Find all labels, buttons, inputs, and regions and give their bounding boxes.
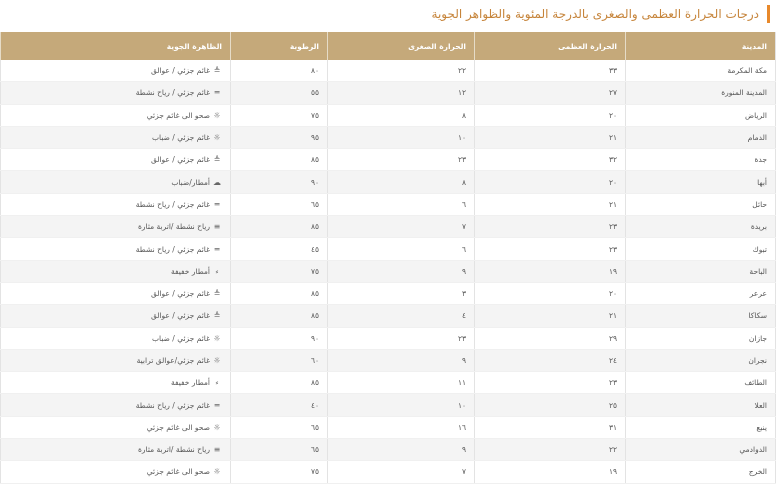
- phenomenon-text: صحو الى غائم جزئي: [146, 110, 210, 120]
- humidity-cell: ٤٥: [231, 238, 328, 260]
- phenomenon-text: رياح نشطة /اتربة مثارة: [137, 222, 210, 232]
- max-temp-cell: ٢١: [475, 305, 626, 327]
- table-row: [1, 216, 776, 238]
- table-row: [1, 282, 776, 304]
- humidity-cell: ٧٥: [231, 260, 328, 282]
- humidity-cell: ٧٥: [231, 461, 328, 483]
- min-temp-cell: ٩: [328, 349, 475, 371]
- page-title: درجات الحرارة العظمى والصغرى بالدرجة المئوية والظواهر الجوية: [431, 7, 759, 21]
- phenomenon-text: غائم جزئي / رياح نشطة: [135, 199, 210, 209]
- table-header-row: [1, 32, 776, 60]
- phenomenon-cell: [1, 82, 231, 104]
- haze-icon: ≜: [213, 66, 221, 76]
- city-cell: الخرج: [626, 461, 776, 483]
- min-temp-cell: ٧: [328, 216, 475, 238]
- partly-cloudy-icon: ☼: [213, 333, 221, 343]
- phenomenon-text: أمطار/ضباب: [171, 177, 210, 187]
- dust-wind-icon: ≡: [213, 445, 221, 455]
- max-temp-cell: ٢٤: [475, 349, 626, 371]
- phenomenon-cell: [1, 327, 231, 349]
- header-min-temp: الحرارة الصغرى: [328, 32, 475, 60]
- min-temp-cell: ٢٢: [328, 60, 475, 82]
- humidity-cell: ٥٥: [231, 82, 328, 104]
- max-temp-cell: ٢٣: [475, 372, 626, 394]
- min-temp-cell: ٩: [328, 439, 475, 461]
- min-temp-cell: ٦: [328, 193, 475, 215]
- partly-cloudy-icon: ☼: [213, 110, 221, 120]
- dust-wind-icon: ≡: [213, 222, 221, 232]
- haze-icon: ≜: [213, 289, 221, 299]
- min-temp-cell: ٨: [328, 104, 475, 126]
- min-temp-cell: ١٠: [328, 394, 475, 416]
- city-cell: جدة: [626, 149, 776, 171]
- phenomenon-text: غائم جزئي / عوالق: [150, 289, 210, 299]
- heading-accent-bar: [767, 5, 770, 23]
- phenomenon-cell: [1, 349, 231, 371]
- city-cell: المدينة المنورة: [626, 82, 776, 104]
- table-row: [1, 439, 776, 461]
- wind-icon: ═: [214, 88, 220, 98]
- phenomenon-text: غائم جزئي / رياح نشطة: [135, 244, 210, 254]
- max-temp-cell: ٣٣: [475, 60, 626, 82]
- humidity-cell: ٩٠: [231, 327, 328, 349]
- humidity-cell: ٨٥: [231, 372, 328, 394]
- table-row: [1, 126, 776, 148]
- humidity-cell: ٦٥: [231, 439, 328, 461]
- max-temp-cell: ٢٩: [475, 327, 626, 349]
- max-temp-cell: ٢١: [475, 126, 626, 148]
- city-cell: سكاكا: [626, 305, 776, 327]
- max-temp-cell: ٢٣: [475, 216, 626, 238]
- max-temp-cell: ٢١: [475, 193, 626, 215]
- haze-icon: ≜: [213, 311, 221, 321]
- phenomenon-text: غائم جزئي / رياح نشطة: [135, 88, 210, 98]
- humidity-cell: ٨٥: [231, 216, 328, 238]
- min-temp-cell: ٧: [328, 461, 475, 483]
- phenomenon-text: غائم جزئي/عوالق ترابية: [136, 356, 210, 365]
- table-row: [1, 349, 776, 371]
- phenomenon-text: غائم جزئي / ضباب: [151, 133, 210, 143]
- max-temp-cell: ١٩: [475, 461, 626, 483]
- min-temp-cell: ١٠: [328, 126, 475, 148]
- city-cell: جازان: [626, 327, 776, 349]
- phenomenon-text: غائم جزئي / ضباب: [151, 333, 210, 343]
- wind-icon: ═: [214, 199, 220, 209]
- phenomenon-cell: [1, 416, 231, 438]
- haze-icon: ≜: [213, 155, 221, 165]
- max-temp-cell: ٣١: [475, 416, 626, 438]
- max-temp-cell: ٢٠: [475, 171, 626, 193]
- phenomenon-cell: [1, 305, 231, 327]
- table-row: [1, 149, 776, 171]
- city-cell: تبوك: [626, 238, 776, 260]
- table-row: [1, 327, 776, 349]
- light-rain-icon: ⸗: [215, 378, 219, 388]
- partly-cloudy-icon: ☼: [213, 467, 221, 477]
- humidity-cell: ٦٥: [231, 193, 328, 215]
- phenomenon-cell: [1, 282, 231, 304]
- table-row: [1, 305, 776, 327]
- phenomenon-cell: [1, 260, 231, 282]
- table-row: [1, 394, 776, 416]
- humidity-cell: ٨٥: [231, 149, 328, 171]
- phenomenon-cell: [1, 104, 231, 126]
- max-temp-cell: ٢٣: [475, 238, 626, 260]
- min-temp-cell: ٢٣: [328, 149, 475, 171]
- phenomenon-cell: [1, 126, 231, 148]
- phenomenon-text: أمطار خفيفة: [170, 378, 210, 388]
- phenomenon-text: أمطار خفيفة: [170, 266, 210, 276]
- city-cell: ينبع: [626, 416, 776, 438]
- table-row: [1, 171, 776, 193]
- phenomenon-text: رياح نشطة /اتربة مثارة: [137, 445, 210, 455]
- city-cell: أبها: [626, 171, 776, 193]
- phenomenon-cell: [1, 372, 231, 394]
- phenomenon-text: صحو الى غائم جزئي: [146, 422, 210, 432]
- max-temp-cell: ٣٢: [475, 149, 626, 171]
- table-row: [1, 82, 776, 104]
- city-cell: الرياض: [626, 104, 776, 126]
- max-temp-cell: ٢٠: [475, 104, 626, 126]
- rain-cloud-icon: ☁: [213, 177, 221, 187]
- humidity-cell: ٦٥: [231, 416, 328, 438]
- humidity-cell: ٩٠: [231, 171, 328, 193]
- min-temp-cell: ٣: [328, 282, 475, 304]
- phenomenon-cell: [1, 238, 231, 260]
- city-cell: الدمام: [626, 126, 776, 148]
- max-temp-cell: ٢٢: [475, 439, 626, 461]
- table-row: [1, 193, 776, 215]
- wind-icon: ═: [214, 400, 220, 410]
- humidity-cell: ٨٥: [231, 282, 328, 304]
- city-cell: العلا: [626, 394, 776, 416]
- phenomenon-cell: [1, 216, 231, 238]
- partly-cloudy-icon: ☼: [213, 356, 221, 365]
- phenomenon-text: غائم جزئي / عوالق: [150, 311, 210, 321]
- table-row: [1, 461, 776, 483]
- weather-table: [0, 32, 776, 484]
- humidity-cell: ٦٠: [231, 349, 328, 371]
- humidity-cell: ٨٠: [231, 60, 328, 82]
- partly-cloudy-icon: ☼: [213, 133, 221, 143]
- table-row: [1, 372, 776, 394]
- city-cell: الباحة: [626, 260, 776, 282]
- table-row: [1, 416, 776, 438]
- table-row: [1, 104, 776, 126]
- table-row: [1, 238, 776, 260]
- city-cell: بريدة: [626, 216, 776, 238]
- header-humidity: الرطوبة: [231, 32, 328, 60]
- phenomenon-cell: [1, 461, 231, 483]
- phenomenon-cell: [1, 149, 231, 171]
- phenomenon-text: غائم جزئي / عوالق: [150, 66, 210, 76]
- min-temp-cell: ٦: [328, 238, 475, 260]
- wind-icon: ═: [214, 244, 220, 254]
- min-temp-cell: ١٦: [328, 416, 475, 438]
- humidity-cell: ٨٥: [231, 305, 328, 327]
- city-cell: الدوادمي: [626, 439, 776, 461]
- table-row: [1, 60, 776, 82]
- city-cell: عرعر: [626, 282, 776, 304]
- city-cell: نجران: [626, 349, 776, 371]
- phenomenon-text: غائم جزئي / عوالق: [150, 155, 210, 165]
- phenomenon-cell: [1, 394, 231, 416]
- min-temp-cell: ١١: [328, 372, 475, 394]
- humidity-cell: ٧٥: [231, 104, 328, 126]
- header-max-temp: الحرارة العظمى: [475, 32, 626, 60]
- min-temp-cell: ١٢: [328, 82, 475, 104]
- min-temp-cell: ٢٣: [328, 327, 475, 349]
- header-phenomenon: الظاهرة الجوية: [1, 32, 231, 60]
- phenomenon-cell: [1, 439, 231, 461]
- max-temp-cell: ٢٧: [475, 82, 626, 104]
- humidity-cell: ٩٥: [231, 126, 328, 148]
- min-temp-cell: ٩: [328, 260, 475, 282]
- phenomenon-text: غائم جزئي / رياح نشطة: [135, 400, 210, 410]
- phenomenon-text: صحو الى غائم جزئي: [146, 467, 210, 477]
- partly-cloudy-icon: ☼: [213, 422, 221, 432]
- min-temp-cell: ٤: [328, 305, 475, 327]
- city-cell: الطائف: [626, 372, 776, 394]
- phenomenon-cell: [1, 171, 231, 193]
- section-heading: [432, 5, 770, 23]
- max-temp-cell: ٢٥: [475, 394, 626, 416]
- header-city: المدينة: [626, 32, 776, 60]
- city-cell: مكة المكرمة: [626, 60, 776, 82]
- table-row: [1, 260, 776, 282]
- max-temp-cell: ١٩: [475, 260, 626, 282]
- phenomenon-cell: [1, 60, 231, 82]
- city-cell: حائل: [626, 193, 776, 215]
- phenomenon-cell: [1, 193, 231, 215]
- min-temp-cell: ٨: [328, 171, 475, 193]
- max-temp-cell: ٢٠: [475, 282, 626, 304]
- humidity-cell: ٤٠: [231, 394, 328, 416]
- light-rain-icon: ⸗: [215, 266, 219, 276]
